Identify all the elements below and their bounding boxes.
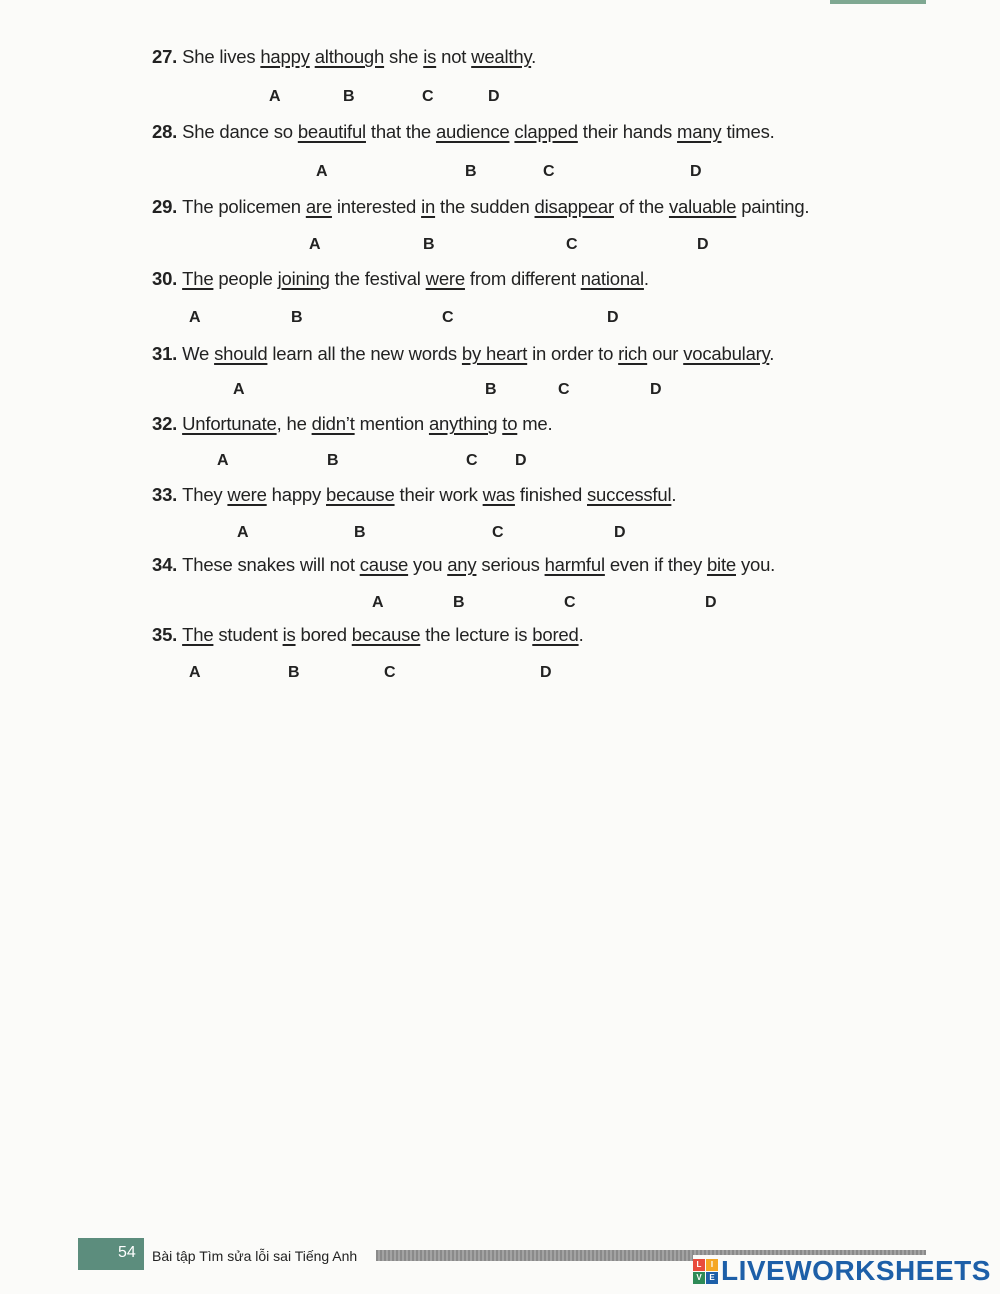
sentence-text: These snakes will not [182,554,360,575]
sentence-text: happy [266,484,327,505]
question-sentence [152,624,584,646]
underlined-word: bite [706,554,736,575]
underlined-word: were [425,268,465,289]
option-label-c: C [384,664,396,681]
underlined-word: clapped [514,121,578,142]
option-label-b: B [343,88,355,105]
sentence-text: painting. [736,196,810,217]
underlined-word: although [314,46,385,67]
option-label-a: A [269,88,281,105]
underlined-word: by heart [461,343,528,364]
sentence-text: . [531,46,537,67]
question-number: 33. [152,484,178,505]
option-label-b: B [465,163,477,180]
underlined-word: Unfortunate [182,413,277,434]
option-label-a: A [316,163,328,180]
underlined-word: to [502,413,518,434]
question-number: 30. [152,268,178,289]
option-label-d: D [614,524,626,541]
book-title: Bài tập Tìm sửa lỗi sai Tiếng Anh [152,1248,358,1264]
option-label-b: B [453,594,465,611]
underlined-word: was [482,484,515,505]
sentence-text: people [213,268,278,289]
option-label-a: A [189,309,201,326]
underlined-word: disappear [534,196,614,217]
option-label-a: A [237,524,249,541]
question-sentence [152,46,536,68]
sentence-text: . [769,343,775,364]
sentence-text: student [213,624,283,645]
underlined-word: happy [260,46,310,67]
option-label-c: C [492,524,504,541]
underlined-word: many [677,121,722,142]
sentence-text: that the [365,121,436,142]
option-label-a: A [309,236,321,253]
underlined-word: in [421,196,436,217]
underlined-word: beautiful [297,121,366,142]
sentence-text: me. [517,413,553,434]
underlined-word: were [227,484,267,505]
sentence-text: They [182,484,228,505]
option-label-d: D [515,452,527,469]
sentence-text: their hands [577,121,678,142]
question-number: 27. [152,46,178,67]
logo-tile-l: L [693,1259,705,1271]
sentence-text: We [182,343,215,364]
sentence-text: She lives [182,46,261,67]
sentence-text: . [671,484,677,505]
underlined-word: are [305,196,332,217]
option-label-b: B [291,309,303,326]
top-accent-bar [830,0,926,4]
option-label-d: D [607,309,619,326]
watermark-text: LIVEWORKSHEETS [721,1255,991,1286]
option-label-a: A [233,381,245,398]
underlined-word: national [580,268,644,289]
underlined-word: wealthy [471,46,532,67]
underlined-word: successful [587,484,672,505]
sentence-text: you. [736,554,776,575]
sentence-text: the lecture is [420,624,533,645]
option-label-d: D [650,381,662,398]
sentence-text: finished [514,484,587,505]
sentence-text: you [408,554,448,575]
option-label-b: B [485,381,497,398]
underlined-word: didn’t [311,413,355,434]
option-label-d: D [690,163,702,180]
underlined-word: is [423,46,437,67]
question-number: 28. [152,121,178,142]
question-number: 32. [152,413,178,434]
page-number: 54 [118,1244,136,1261]
question-sentence [152,484,676,506]
underlined-word: because [351,624,421,645]
option-label-c: C [442,309,454,326]
question-sentence [152,554,775,576]
question-number: 29. [152,196,178,217]
underlined-word: The [182,624,214,645]
option-label-d: D [705,594,717,611]
option-label-a: A [217,452,229,469]
sentence-text: of the [613,196,669,217]
underlined-word: harmful [544,554,605,575]
underlined-word: is [282,624,296,645]
liveworksheets-logo-icon [693,1259,718,1284]
question-sentence [152,196,809,218]
underlined-word: audience [435,121,510,142]
logo-tile-e: E [706,1272,718,1284]
underlined-word: joining [277,268,330,289]
question-sentence [152,121,775,143]
sentence-text: The policemen [182,196,306,217]
option-label-b: B [423,236,435,253]
option-label-b: B [288,664,300,681]
underlined-word: valuable [668,196,737,217]
underlined-word: bored [532,624,579,645]
option-label-c: C [558,381,570,398]
logo-tile-i: I [706,1259,718,1271]
underlined-word: The [182,268,214,289]
sentence-text: the sudden [435,196,535,217]
sentence-text: from different [464,268,581,289]
underlined-word: because [326,484,395,505]
logo-tile-v: V [693,1272,705,1284]
option-label-c: C [422,88,434,105]
sentence-text: serious [476,554,545,575]
sentence-text: . [643,268,649,289]
underlined-word: any [447,554,477,575]
question-sentence [152,413,552,435]
sentence-text: learn all the new words [267,343,462,364]
sentence-text: not [436,46,472,67]
sentence-text: interested [331,196,422,217]
option-label-b: B [354,524,366,541]
option-label-c: C [564,594,576,611]
sentence-text: . [578,624,584,645]
question-number: 34. [152,554,178,575]
sentence-text: the festival [329,268,426,289]
underlined-word: anything [428,413,498,434]
sentence-text: mention [354,413,429,434]
sentence-text: she [384,46,424,67]
underlined-word: rich [618,343,648,364]
sentence-text: even if they [604,554,707,575]
question-number: 31. [152,343,178,364]
option-label-d: D [540,664,552,681]
option-label-d: D [488,88,500,105]
option-label-b: B [327,452,339,469]
sentence-text: their work [394,484,483,505]
question-sentence [152,268,649,290]
option-label-c: C [466,452,478,469]
question-sentence [152,343,774,365]
liveworksheets-watermark [693,1255,997,1287]
sentence-text: She dance so [182,121,298,142]
sentence-text: bored [295,624,352,645]
sentence-text: our [647,343,684,364]
question-number: 35. [152,624,178,645]
underlined-word: should [214,343,268,364]
option-label-a: A [189,664,201,681]
sentence-text: in order to [527,343,619,364]
underlined-word: vocabulary [683,343,770,364]
sentence-text: times. [721,121,775,142]
underlined-word: cause [359,554,409,575]
sentence-text: , he [276,413,312,434]
option-label-a: A [372,594,384,611]
option-label-d: D [697,236,709,253]
option-label-c: C [543,163,555,180]
option-label-c: C [566,236,578,253]
